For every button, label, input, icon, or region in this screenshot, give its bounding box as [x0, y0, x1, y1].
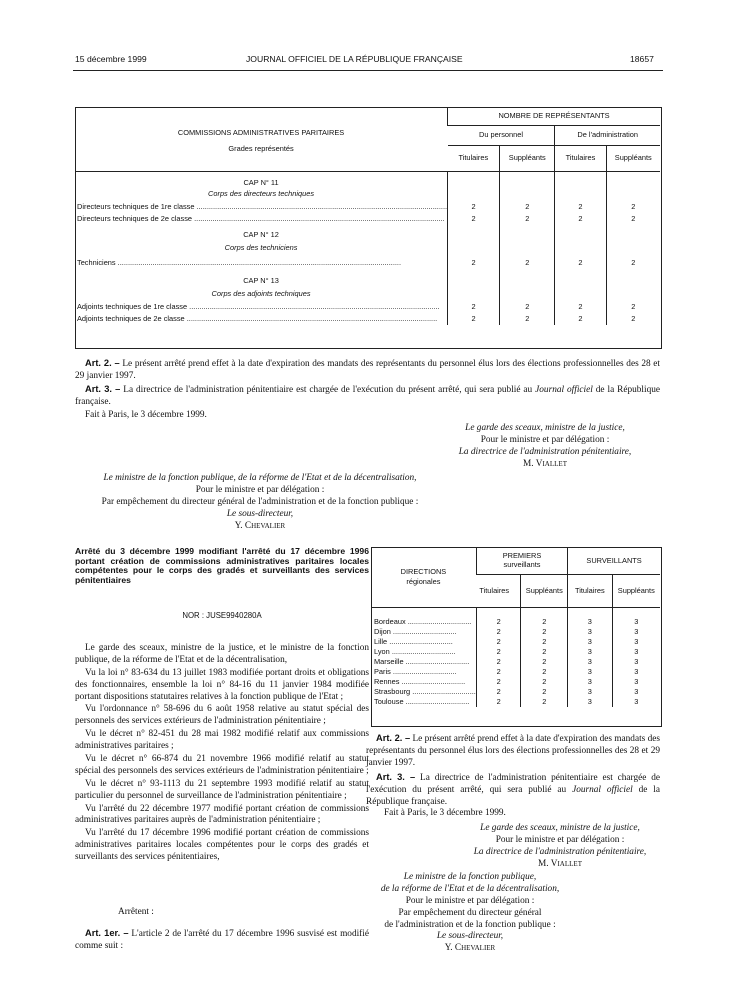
table-cell: 2 — [555, 201, 606, 213]
table1-group-header: NOMBRE DE REPRÉSENTANTS — [448, 107, 660, 125]
table-cell: 3 — [612, 637, 660, 647]
top-minister-block — [75, 473, 445, 532]
signature-line: La directrice de l'administration pénitentiaire, — [458, 446, 632, 457]
direction-label: Lille ............................... — [374, 637, 453, 647]
table-row — [75, 313, 660, 325]
table-cell: 2 — [476, 627, 521, 637]
table-cell: 3 — [568, 637, 612, 647]
table-cell: 2 — [500, 213, 555, 225]
signature-line: Pour le ministre et par délégation : — [495, 834, 625, 845]
table-cell: 2 — [448, 255, 500, 271]
table2-group-premiers — [476, 547, 567, 574]
table-row — [371, 677, 660, 687]
table-cell: 3 — [568, 677, 612, 687]
table-cell: 2 — [476, 687, 521, 697]
signature-line: Par empêchement du directeur général de l'administration et de la fonction publique : — [101, 496, 419, 507]
table2-h-titulaires-1: Titulaires — [476, 574, 521, 607]
representatives-table — [75, 107, 660, 325]
article-heading: Art. 1er. – — [85, 928, 129, 938]
table-cell: 2 — [521, 617, 568, 627]
body-paragraph: Vu l'arrêté du 22 décembre 1977 modifié portant création de commissions administratives paritaires auprès de l'administration pénitentiaire ; — [75, 803, 369, 826]
table-cell: 2 — [521, 687, 568, 697]
table-row — [371, 697, 660, 707]
body-paragraph: Vu le décret n° 82-451 du 28 mai 1982 modifié relatif aux commissions administratives paritaires ; — [75, 729, 369, 752]
table-cell: 2 — [500, 301, 555, 313]
row-label: Directeurs techniques de 2e classe .......................................................................................................................... — [77, 214, 445, 224]
table-cell: 3 — [568, 627, 612, 637]
table-cell: 2 — [476, 637, 521, 647]
table2-col1-header — [371, 547, 476, 607]
signatory-name: Y. Chevalier — [234, 520, 286, 531]
direction-label: Strasbourg ............................... — [374, 687, 476, 697]
table-cell: 2 — [521, 677, 568, 687]
header-date: 15 décembre 1999 — [75, 54, 147, 64]
table-cell: 2 — [448, 313, 500, 325]
right-article-2 — [366, 733, 660, 770]
table-row — [75, 213, 660, 225]
decree-title: Arrêté du 3 décembre 1999 modifiant l'arrêté du 17 décembre 1996 portant création de commissions administratives paritaires locales compétentes pour le corps des gradés et surveillants des services pénitentiaires — [75, 546, 369, 585]
regional-directions-table — [371, 547, 660, 707]
signature-line: de l'administration et de la fonction publique : — [384, 919, 556, 930]
article-heading: Art. 2. – — [85, 358, 120, 368]
journal-name: Journal officiel — [535, 385, 593, 395]
table-row — [75, 255, 660, 271]
table-cell: 2 — [521, 697, 568, 707]
table1-col1-subtitle: Grades représentés — [228, 143, 294, 153]
table-cell: 2 — [606, 255, 660, 271]
table2-h-titulaires-2: Titulaires — [568, 574, 612, 607]
signature-line: Le sous-directeur, — [226, 508, 294, 519]
header-rule — [73, 70, 663, 71]
right-signature-block — [460, 823, 660, 871]
table-cell: 2 — [555, 301, 606, 313]
article-text: Le présent arrêté prend effet à la date d'expiration des mandats des représentants du personnel élus lors des élections professionnelles des 28 et 29 janvier 1997. — [366, 734, 661, 768]
top-article-2 — [75, 358, 660, 383]
signature-line: Pour le ministre et par délégation : — [480, 434, 610, 445]
direction-label: Rennes ............................... — [374, 677, 466, 687]
table-cell: 2 — [476, 667, 521, 677]
table2-col1-title: DIRECTIONS — [400, 567, 447, 577]
table-cell: 2 — [555, 213, 606, 225]
article-heading: Art. 3. – — [376, 772, 416, 782]
signatory-name: Y. Chevalier — [444, 943, 496, 954]
arretent: Arrêtent : — [118, 907, 154, 917]
table-cell: 2 — [606, 301, 660, 313]
body-paragraph: Vu l'ordonnance n° 58-696 du 6 août 1958 relative au statut spécial des personnels des services extérieurs de l'administration pénitentiaire ; — [75, 704, 369, 727]
group-subtitle: surveillants — [503, 560, 541, 570]
signature-line: Pour le ministre et par délégation : — [195, 484, 325, 495]
table-cell: 2 — [521, 627, 568, 637]
table-cell: 2 — [476, 617, 521, 627]
article-heading: Art. 3. – — [85, 384, 121, 394]
table-row — [371, 627, 660, 637]
direction-label: Bordeaux ............................... — [374, 617, 472, 627]
left-article-1 — [75, 928, 369, 953]
body-paragraph: Vu l'arrêté du 17 décembre 1996 modifié portant création de commissions administratives paritaires locales compétentes pour le corps des gradés et surveillants des services pénitentiaires, — [75, 828, 369, 863]
body-paragraph: Vu le décret n° 93-1113 du 21 septembre 1993 modifié relatif au statut particulier du personnel de surveillance de l'administration pénitentiaire ; — [75, 778, 369, 801]
table-cell: 3 — [568, 657, 612, 667]
direction-label: Dijon ............................... — [374, 627, 457, 637]
table-cell: 3 — [568, 687, 612, 697]
table-cell: 2 — [555, 255, 606, 271]
signatory-name: M. Viallet — [523, 458, 567, 469]
article-text: L'article 2 de l'arrêté du 17 décembre 1996 susvisé est modifié comme suit : — [75, 929, 369, 951]
table-cell: 3 — [568, 667, 612, 677]
table1-personnel-header: Du personnel — [448, 125, 555, 145]
table-cell: 2 — [448, 301, 500, 313]
signature-line: de la réforme de l'Etat et de la décentralisation, — [380, 883, 560, 894]
table-cell: 2 — [448, 201, 500, 213]
signature-line: La directrice de l'administration pénitentiaire, — [473, 846, 647, 857]
article-text: de la République française. — [366, 784, 660, 807]
table-row — [371, 617, 660, 627]
table-cell: 2 — [500, 201, 555, 213]
article-text: La directrice de l'administration pénitentiaire est chargée de l'exécution du présent arrêté, qui sera publié au — [366, 773, 661, 795]
table-cell: 2 — [555, 313, 606, 325]
top-fait: Fait à Paris, le 3 décembre 1999. — [85, 410, 207, 420]
table1-col1-header — [75, 107, 448, 171]
table-cell: 3 — [568, 697, 612, 707]
table1-h-suppleants-1: Suppléants — [500, 145, 555, 171]
table-cell: 3 — [612, 687, 660, 697]
table-cell: 3 — [612, 657, 660, 667]
table-cell: 2 — [521, 647, 568, 657]
body-paragraph: Vu la loi n° 83-634 du 13 juillet 1983 modifiée portant droits et obligations des fonctionnaires, ensemble la loi n° 84-16 du 11 janvier 1984 modifiée portant dispositions statutaires relatives à la fonction publique de l'Etat ; — [75, 667, 369, 702]
table-row — [371, 647, 660, 657]
table-row — [371, 667, 660, 677]
table-cell: 2 — [500, 255, 555, 271]
table2-group-surveillants: SURVEILLANTS — [568, 547, 660, 574]
table-row — [75, 201, 660, 213]
header-title: JOURNAL OFFICIEL DE LA RÉPUBLIQUE FRANÇAISE — [246, 54, 463, 64]
body-paragraph: Le garde des sceaux, ministre de la justice, et le ministre de la fonction publique, de la réforme de l'Etat et de la décentralisation, — [75, 643, 369, 665]
table2-col1-subtitle: régionales — [406, 576, 441, 586]
body-paragraph: Vu le décret n° 66-874 du 21 novembre 1966 modifié relatif au statut spécial des personnels des services extérieurs de l'administration pénitentiaire ; — [75, 754, 369, 776]
table-cell: 2 — [476, 647, 521, 657]
left-body — [75, 643, 369, 865]
corps11-heading: Corps des directeurs techniques — [208, 189, 315, 199]
table-cell: 2 — [476, 677, 521, 687]
signature-line: Le garde des sceaux, ministre de la justice, — [465, 423, 625, 433]
signature-line: Le ministre de la fonction publique, de la réforme de l'Etat et de la décentralisation, — [103, 473, 417, 483]
signature-line: Le sous-directeur, — [436, 931, 504, 942]
signature-line: Pour le ministre et par délégation : — [405, 895, 535, 906]
table1-h-titulaires-1: Titulaires — [448, 145, 500, 171]
right-minister-block — [355, 872, 585, 955]
top-signature-block — [455, 423, 635, 471]
article-heading: Art. 2. – — [376, 733, 411, 743]
table-row — [75, 301, 660, 313]
table-cell: 2 — [606, 213, 660, 225]
table-cell: 3 — [612, 617, 660, 627]
table1-col1-title: COMMISSIONS ADMINISTRATIVES PARITAIRES — [177, 128, 345, 138]
table-cell: 3 — [612, 697, 660, 707]
direction-label: Paris ............................... — [374, 667, 457, 677]
direction-label: Marseille ............................... — [374, 657, 470, 667]
corps13-heading: Corps des adjoints techniques — [211, 289, 311, 299]
signature-line: Le ministre de la fonction publique, — [403, 872, 537, 882]
row-label: Directeurs techniques de 1re classe .......................................................................................................................... — [77, 202, 448, 212]
journal-name: Journal officiel — [572, 784, 633, 795]
table-cell: 2 — [521, 657, 568, 667]
cap11-heading: CAP N° 11 — [243, 177, 279, 187]
signatory-name: M. Viallet — [538, 858, 582, 869]
table-cell: 2 — [476, 697, 521, 707]
table-cell: 3 — [612, 667, 660, 677]
table1-h-suppleants-2: Suppléants — [606, 145, 660, 171]
table-cell: 3 — [568, 617, 612, 627]
table2-h-suppleants-1: Suppléants — [521, 574, 568, 607]
table-row — [371, 687, 660, 697]
table-cell: 2 — [500, 313, 555, 325]
row-label: Adjoints techniques de 2e classe .......................................................................................................................... — [77, 314, 438, 324]
nor-reference: NOR : JUSE9940280A — [182, 611, 262, 620]
table-cell: 2 — [606, 313, 660, 325]
table-cell: 3 — [612, 627, 660, 637]
article-text: Le présent arrêté prend effet à la date d'expiration des mandats des représentants du personnel élus lors des élections professionnelles des 28 et 29 janvier 1997. — [75, 359, 660, 381]
corps12-heading: Corps des techniciens — [224, 243, 298, 253]
table1-h-titulaires-2: Titulaires — [555, 145, 606, 171]
row-label: Adjoints techniques de 1re classe .......................................................................................................................... — [77, 302, 440, 312]
table-cell: 3 — [612, 647, 660, 657]
signature-line: Par empêchement du directeur général — [398, 907, 542, 918]
cap13-heading: CAP N° 13 — [243, 276, 279, 286]
table-cell: 2 — [521, 667, 568, 677]
table-cell: 2 — [606, 201, 660, 213]
table1-admin-header: De l'administration — [555, 125, 660, 145]
table-cell: 2 — [476, 657, 521, 667]
cap12-heading: CAP N° 12 — [243, 230, 279, 240]
table-cell: 2 — [448, 213, 500, 225]
table-cell: 3 — [612, 677, 660, 687]
article-text: La directrice de l'administration pénitentiaire est chargée de l'exécution du présent arrêté, qui sera publié au — [120, 385, 536, 395]
direction-label: Lyon ............................... — [374, 647, 456, 657]
article-text: de la République française. — [75, 385, 661, 407]
direction-label: Toulouse ............................... — [374, 697, 470, 707]
table2-h-suppleants-2: Suppléants — [612, 574, 660, 607]
right-fait: Fait à Paris, le 3 décembre 1999. — [384, 808, 506, 818]
table-row — [371, 637, 660, 647]
group-title: PREMIERS — [502, 550, 542, 560]
right-article-3 — [366, 772, 660, 809]
table-cell: 3 — [568, 647, 612, 657]
header-page-number: 18657 — [630, 54, 654, 64]
table-row — [371, 657, 660, 667]
row-label: Techniciens .......................................................................................................................................... — [77, 258, 402, 268]
table-cell: 2 — [521, 637, 568, 647]
signature-line: Le garde des sceaux, ministre de la justice, — [480, 823, 640, 833]
top-article-3 — [75, 384, 660, 409]
